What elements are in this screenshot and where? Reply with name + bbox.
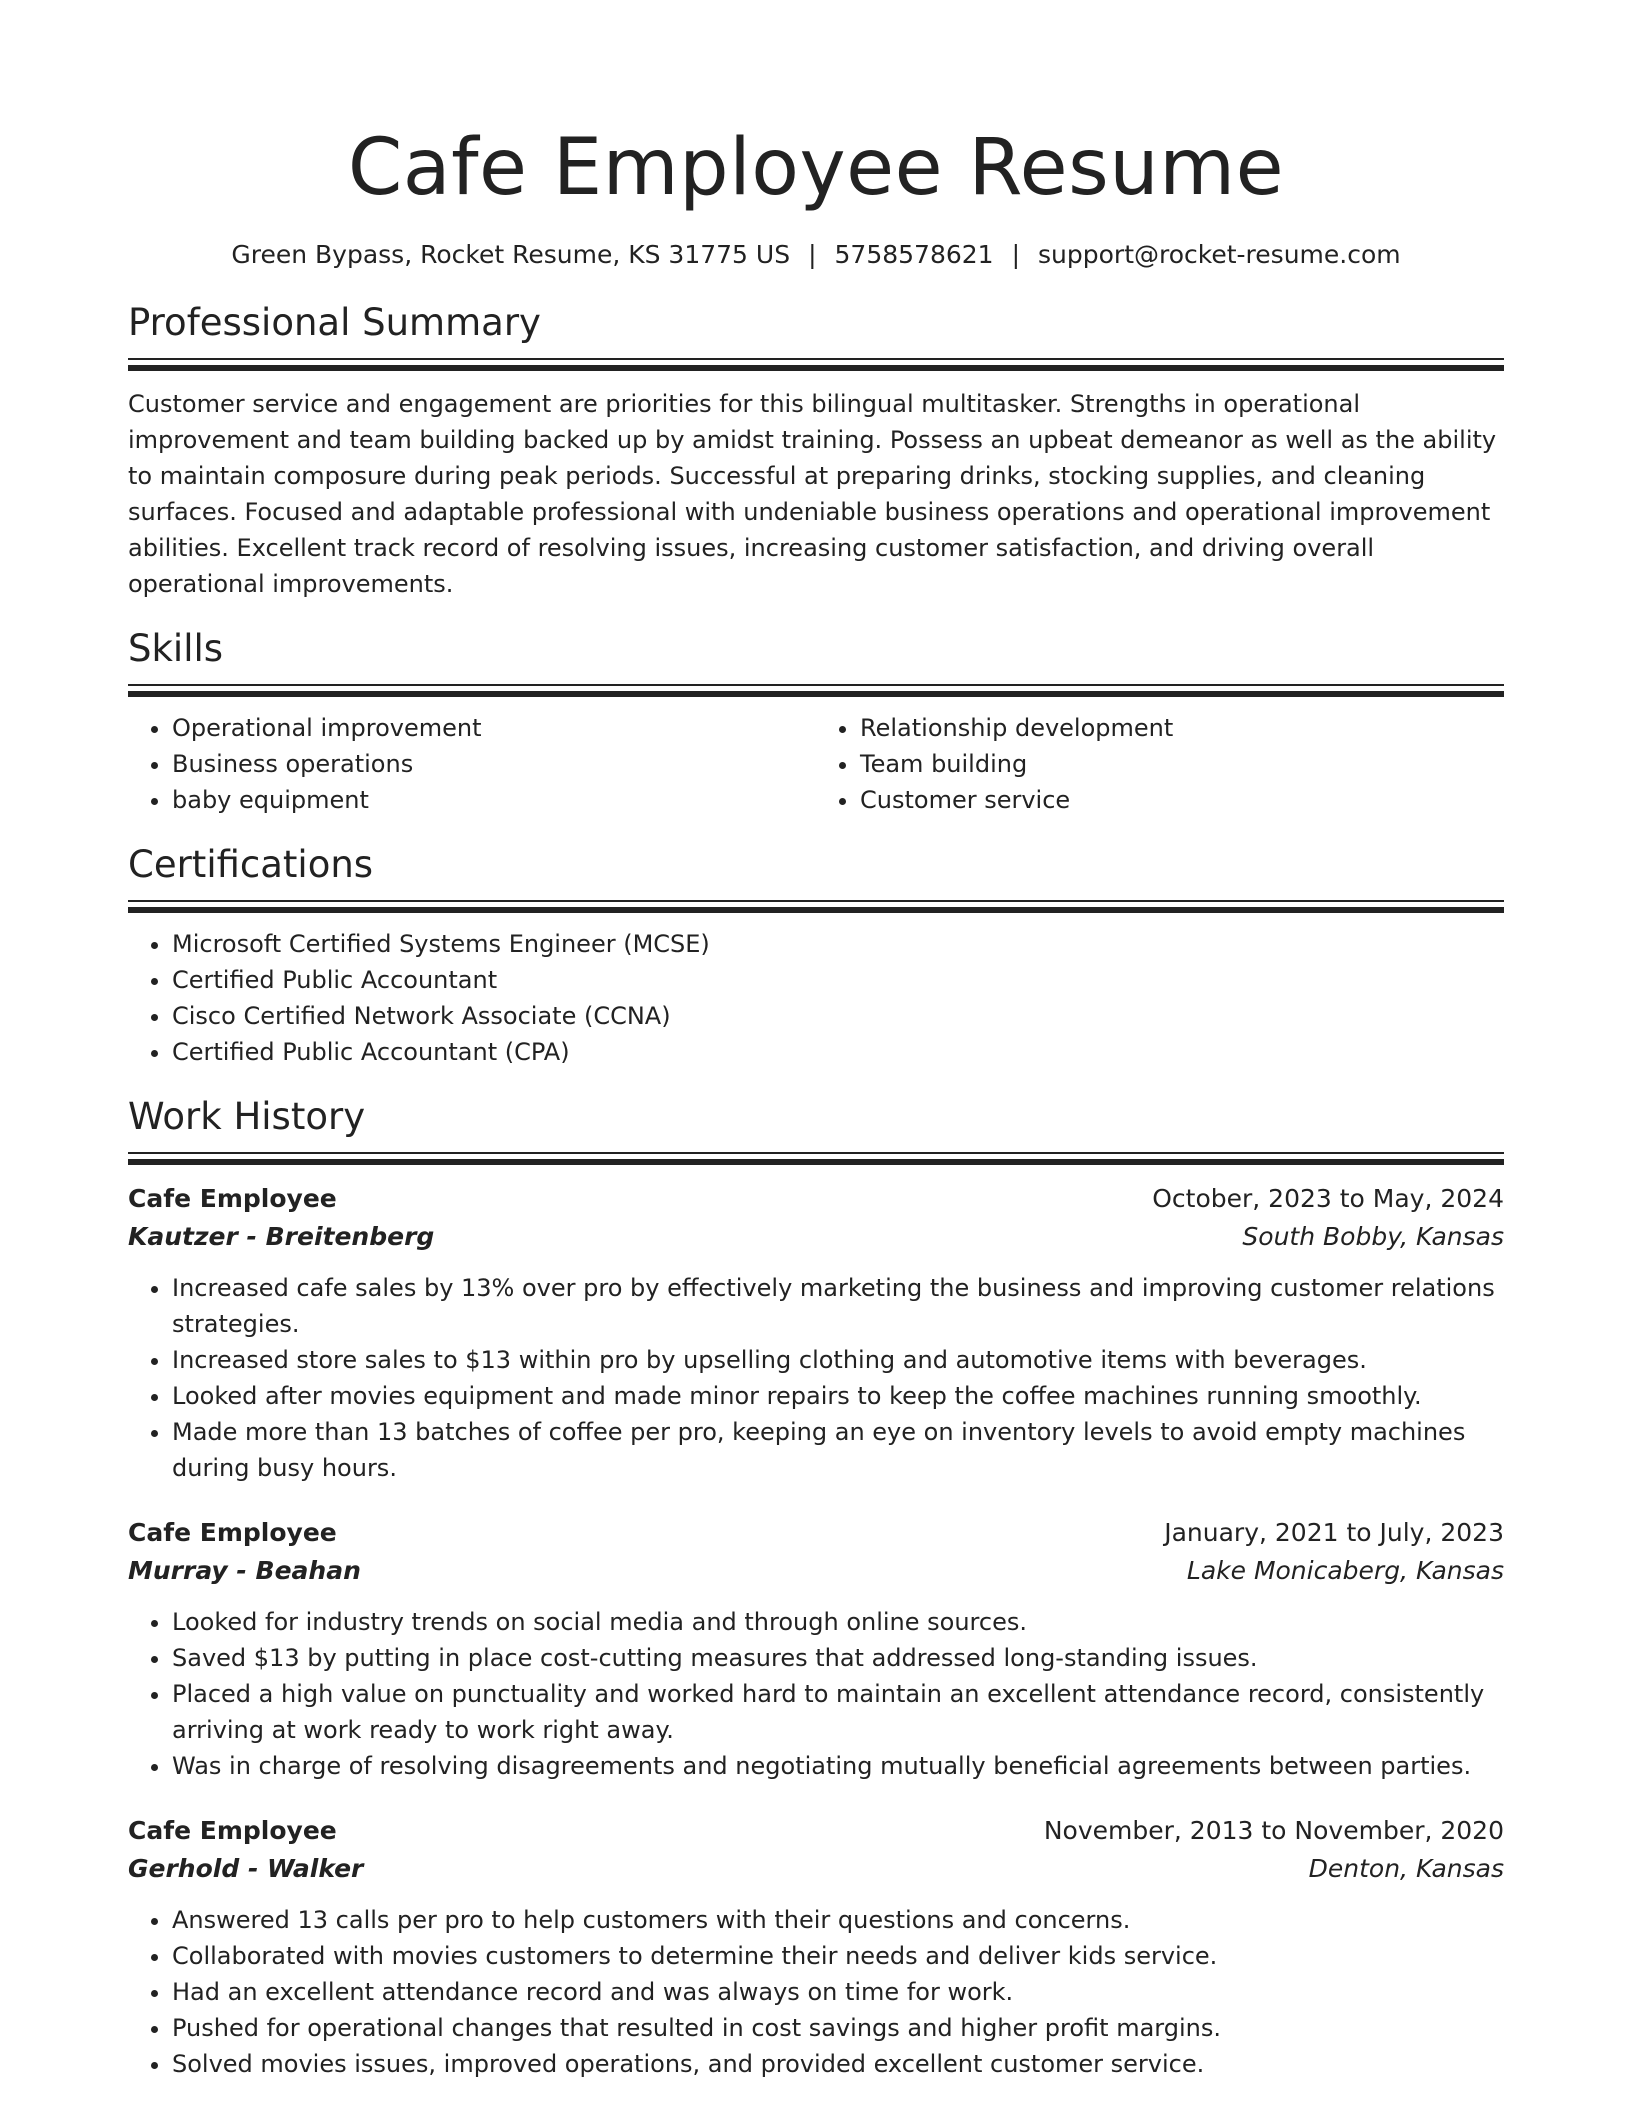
contact-separator: | (1011, 240, 1021, 269)
summary-text: Customer service and engagement are priorities for this bilingual multitasker. Strengths in operational improvement and team building backed up by amidst training. Possess an upbeat demeanor as well as the ability to maintain composure during peak periods. Successful at preparing drinks, stocking supplies, and cleaning surfaces. Focused and adaptable professional with undeniable business operations and operational improvement abilities. Excellent track record of resolving issues, increasing customer satisfaction, and driving overall operational improvements. (128, 390, 1497, 598)
job-header-row (128, 1812, 1504, 1850)
job-company-row (128, 1850, 1504, 1888)
job-dates: January, 2021 to July, 2023 (1164, 1518, 1504, 1547)
section-title-summary: Professional Summary (128, 301, 541, 344)
job-bullets (128, 1902, 1504, 2082)
job-bullet: • Collaborated with movies customers to determine their needs and deliver kids service. (172, 1938, 1504, 1974)
certification-item: • Certified Public Accountant (172, 962, 1504, 998)
skill-item: • Business operations (172, 746, 816, 782)
skill-item: • Operational improvement (172, 710, 816, 746)
job-bullet: • Was in charge of resolving disagreements and negotiating mutually beneficial agreements between parties. (172, 1748, 1504, 1784)
job-title: Cafe Employee (128, 1184, 337, 1213)
job-bullet: • Answered 13 calls per pro to help customers with their questions and concerns. (172, 1902, 1504, 1938)
certifications-section (128, 840, 1504, 1070)
job-bullet: • Looked after movies equipment and made minor repairs to keep the coffee machines running smoothly. (172, 1378, 1504, 1414)
job-bullet: • Had an excellent attendance record and was always on time for work. (172, 1974, 1504, 2010)
contact-email: support@rocket-resume.com (1038, 240, 1401, 269)
skills-section (128, 624, 1504, 818)
section-title-certifications: Certifications (128, 843, 374, 886)
job-bullet: • Made more than 13 batches of coffee per pro, keeping an eye on inventory levels to avoid empty machines during busy hours. (172, 1414, 1504, 1486)
job-bullets (128, 1604, 1504, 1784)
job-header-row (128, 1180, 1504, 1218)
resume-title: Cafe Employee Resume (347, 123, 1285, 213)
skills-columns (128, 710, 1504, 818)
contact-line (128, 238, 1504, 272)
job-company: Murray - Beahan (128, 1556, 361, 1585)
certification-item: • Microsoft Certified Systems Engineer (MCSE) (172, 926, 1504, 962)
job-title: Cafe Employee (128, 1518, 337, 1547)
skills-list-left (128, 710, 816, 818)
job-header-row (128, 1514, 1504, 1552)
section-divider (128, 900, 1504, 912)
job-company: Kautzer - Breitenberg (128, 1222, 435, 1251)
section-title-skills: Skills (128, 627, 224, 670)
skill-item: • Customer service (860, 782, 1504, 818)
job-company-row (128, 1552, 1504, 1590)
skill-item: • baby equipment (172, 782, 816, 818)
skill-item: • Team building (860, 746, 1504, 782)
summary-section (128, 298, 1504, 602)
job-bullet: • Solved movies issues, improved operations, and provided excellent customer service. (172, 2046, 1504, 2082)
certification-item: • Certified Public Accountant (CPA) (172, 1034, 1504, 1070)
skill-item: • Relationship development (860, 710, 1504, 746)
job-company-row (128, 1218, 1504, 1256)
job-bullets (128, 1270, 1504, 1486)
job-entry (128, 1514, 1504, 1784)
job-location: Denton, Kansas (1308, 1854, 1504, 1883)
job-entry (128, 1812, 1504, 2082)
skills-list-right (816, 710, 1504, 818)
job-bullet: • Increased cafe sales by 13% over pro by effectively marketing the business and improving customer relations strategies. (172, 1270, 1504, 1342)
section-title-work: Work History (128, 1095, 366, 1138)
job-entry (128, 1180, 1504, 1486)
job-location: South Bobby, Kansas (1242, 1222, 1504, 1251)
contact-separator: | (808, 240, 817, 269)
contact-phone: 5758578621 (834, 240, 994, 269)
section-divider (128, 1152, 1504, 1164)
job-bullet: • Looked for industry trends on social media and through online sources. (172, 1604, 1504, 1640)
job-bullet: • Placed a high value on punctuality and worked hard to maintain an excellent attendance record, consistently arriving at work ready to work right away. (172, 1676, 1504, 1748)
contact-address: Green Bypass, Rocket Resume, KS 31775 US (231, 240, 791, 269)
job-dates: November, 2013 to November, 2020 (1043, 1816, 1504, 1845)
work-section (128, 1092, 1504, 2082)
job-bullet: • Saved $13 by putting in place cost-cutting measures that addressed long-standing issues. (172, 1640, 1504, 1676)
job-location: Lake Monicaberg, Kansas (1186, 1556, 1504, 1585)
certifications-list (128, 926, 1504, 1070)
job-bullet: • Increased store sales to $13 within pro by upselling clothing and automotive items with beverages. (172, 1342, 1504, 1378)
resume-page (128, 118, 1504, 2082)
section-divider (128, 358, 1504, 370)
job-dates: October, 2023 to May, 2024 (1152, 1184, 1504, 1213)
section-divider (128, 684, 1504, 696)
certification-item: • Cisco Certified Network Associate (CCNA) (172, 998, 1504, 1034)
job-company: Gerhold - Walker (128, 1854, 364, 1883)
job-title: Cafe Employee (128, 1816, 337, 1845)
job-bullet: • Pushed for operational changes that resulted in cost savings and higher profit margins. (172, 2010, 1504, 2046)
